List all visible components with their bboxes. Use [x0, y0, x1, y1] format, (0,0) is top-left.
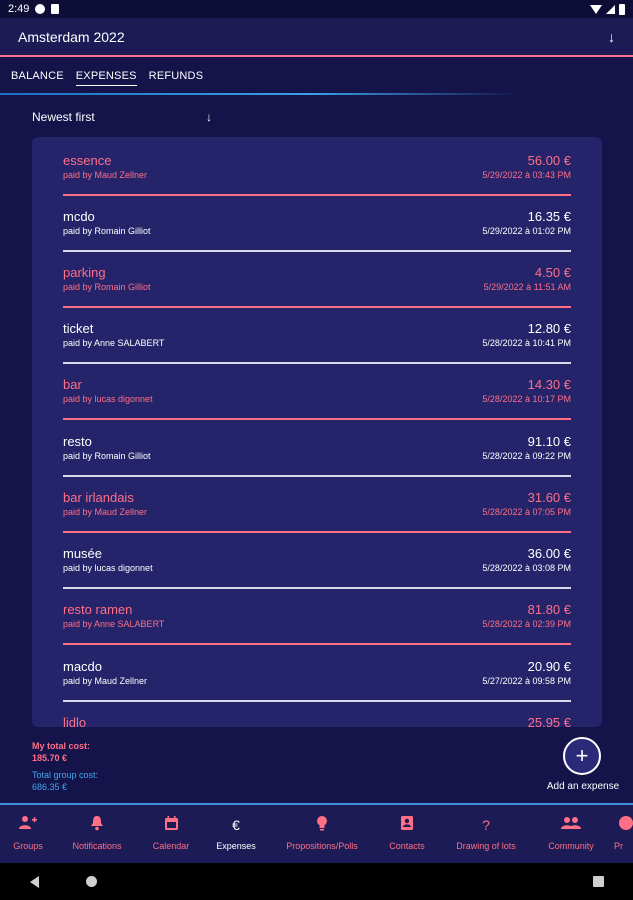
cost-summary: [32, 740, 98, 793]
expense-name: mcdo: [63, 209, 95, 224]
back-icon[interactable]: [30, 876, 39, 888]
my-total-value: 185.70 €: [32, 753, 68, 763]
expense-date: 5/28/2022 à 10:41 PM: [482, 338, 571, 348]
sort-selector[interactable]: [32, 106, 212, 128]
arrow-down-icon[interactable]: ↓: [608, 28, 615, 45]
expense-amount: 12.80 €: [527, 321, 571, 336]
expense-paid-by: paid by lucas digonnet: [63, 563, 153, 573]
expense-item[interactable]: [63, 474, 571, 530]
expense-item[interactable]: [63, 249, 571, 305]
expense-amount: 25.95 €: [527, 715, 571, 727]
tab-balance[interactable]: BALANCE: [11, 70, 64, 82]
nav-item-drawing-of-lots[interactable]: ? Drawing of lots: [444, 815, 528, 851]
system-navigation-bar: [0, 863, 633, 900]
expense-item[interactable]: [63, 305, 571, 361]
nav-item-profile[interactable]: Pr: [614, 815, 633, 851]
expense-paid-by: paid by Romain Gilliot: [63, 226, 151, 236]
add-expense-label[interactable]: Add an expense: [546, 781, 620, 792]
tab-expenses[interactable]: EXPENSES: [76, 67, 137, 86]
expense-paid-by: paid by Maud Zellner: [63, 170, 148, 180]
expense-list[interactable]: [32, 137, 602, 727]
expense-name: resto ramen: [63, 602, 133, 617]
expense-name: resto: [63, 434, 92, 449]
tab-indicator-line: [0, 93, 520, 95]
expense-item[interactable]: [63, 586, 571, 642]
my-total-label: My total cost:: [32, 741, 91, 751]
euro-icon: €: [232, 817, 240, 833]
nav-item-contacts[interactable]: Contacts: [380, 815, 434, 851]
expense-name: ticket: [63, 321, 94, 336]
lightbulb-icon: [274, 815, 370, 835]
expense-paid-by: paid by Anne SALABERT: [63, 338, 165, 348]
expense-date: 5/29/2022 à 11:51 AM: [483, 282, 571, 292]
sort-label: Newest first: [32, 110, 95, 124]
expense-paid-by: paid by Romain Gilliot: [63, 282, 151, 292]
expense-amount: 36.00 €: [527, 546, 571, 561]
nav-item-propositions[interactable]: Propositions/Polls: [274, 815, 370, 851]
community-icon: [539, 815, 603, 835]
profile-icon: [614, 815, 633, 835]
home-icon[interactable]: [86, 876, 97, 887]
expense-name: bar irlandais: [63, 490, 134, 505]
tab-bar: [0, 59, 633, 93]
bottom-navigation: [0, 803, 633, 863]
arrow-down-icon: ↓: [206, 110, 212, 124]
expense-name: musée: [63, 546, 103, 561]
nav-item-groups[interactable]: Groups: [4, 815, 52, 851]
expense-item[interactable]: [63, 699, 571, 727]
tab-refunds[interactable]: REFUNDS: [148, 70, 204, 82]
expense-amount: 20.90 €: [527, 659, 571, 674]
expense-date: 5/28/2022 à 09:22 PM: [482, 451, 571, 461]
expense-amount: 31.60 €: [527, 490, 571, 505]
status-time: 2:49: [8, 3, 30, 15]
expense-date: 5/28/2022 à 07:05 PM: [482, 507, 571, 517]
nav-item-community[interactable]: Community: [539, 815, 603, 851]
group-title: Amsterdam 2022: [18, 28, 125, 45]
expense-paid-by: paid by Romain Gilliot: [63, 451, 151, 461]
expense-date: 5/29/2022 à 03:43 PM: [482, 170, 571, 180]
expense-item[interactable]: [63, 193, 571, 249]
expense-item[interactable]: [63, 137, 571, 193]
nav-item-notifications[interactable]: Notifications: [62, 815, 132, 851]
battery-icon: [619, 4, 625, 15]
expense-name: parking: [63, 265, 106, 280]
bell-icon: [62, 815, 132, 835]
expense-date: 5/28/2022 à 03:08 PM: [482, 563, 571, 573]
add-expense-button[interactable]: [563, 737, 601, 775]
nav-item-expenses[interactable]: € Expenses: [209, 815, 263, 851]
contacts-icon: [380, 815, 434, 835]
plus-icon: +: [575, 743, 589, 768]
expense-date: 5/28/2022 à 10:17 PM: [482, 394, 571, 404]
expense-date: 5/28/2022 à 02:39 PM: [482, 619, 571, 629]
expense-amount: 4.50 €: [534, 265, 571, 280]
calendar-icon: [143, 815, 199, 835]
expense-paid-by: paid by Anne SALABERT: [63, 619, 165, 629]
expense-date: 5/29/2022 à 01:02 PM: [482, 226, 571, 236]
group-total-value: 686.35 €: [32, 782, 68, 792]
group-total-label: Total group cost:: [32, 770, 99, 780]
expense-name: essence: [63, 153, 112, 168]
app-notification-icon: [35, 4, 45, 14]
status-bar: [0, 0, 633, 18]
expense-date: 5/27/2022 à 09:58 PM: [482, 676, 571, 686]
expense-item[interactable]: [63, 643, 571, 699]
wifi-icon: [590, 5, 602, 14]
expense-paid-by: paid by lucas digonnet: [63, 394, 153, 404]
expense-amount: 56.00 €: [527, 153, 571, 168]
signal-icon: [606, 5, 615, 14]
expense-name: lidlo: [63, 715, 87, 727]
expense-paid-by: paid by Maud Zellner: [63, 507, 148, 517]
expense-item[interactable]: [63, 361, 571, 417]
expense-name: macdo: [63, 659, 103, 674]
question-icon: ?: [482, 817, 490, 833]
recent-apps-icon[interactable]: [593, 876, 604, 887]
expense-item[interactable]: [63, 418, 571, 474]
expense-amount: 81.80 €: [527, 602, 571, 617]
groups-icon: [4, 815, 52, 835]
expense-amount: 16.35 €: [527, 209, 571, 224]
group-selector[interactable]: [0, 18, 633, 57]
expense-amount: 91.10 €: [527, 434, 571, 449]
expense-amount: 14.30 €: [527, 377, 571, 392]
expense-name: bar: [63, 377, 82, 392]
expense-paid-by: paid by Maud Zellner: [63, 676, 148, 686]
clipboard-icon: [51, 4, 59, 14]
nav-item-calendar[interactable]: Calendar: [143, 815, 199, 851]
expense-item[interactable]: [63, 530, 571, 586]
